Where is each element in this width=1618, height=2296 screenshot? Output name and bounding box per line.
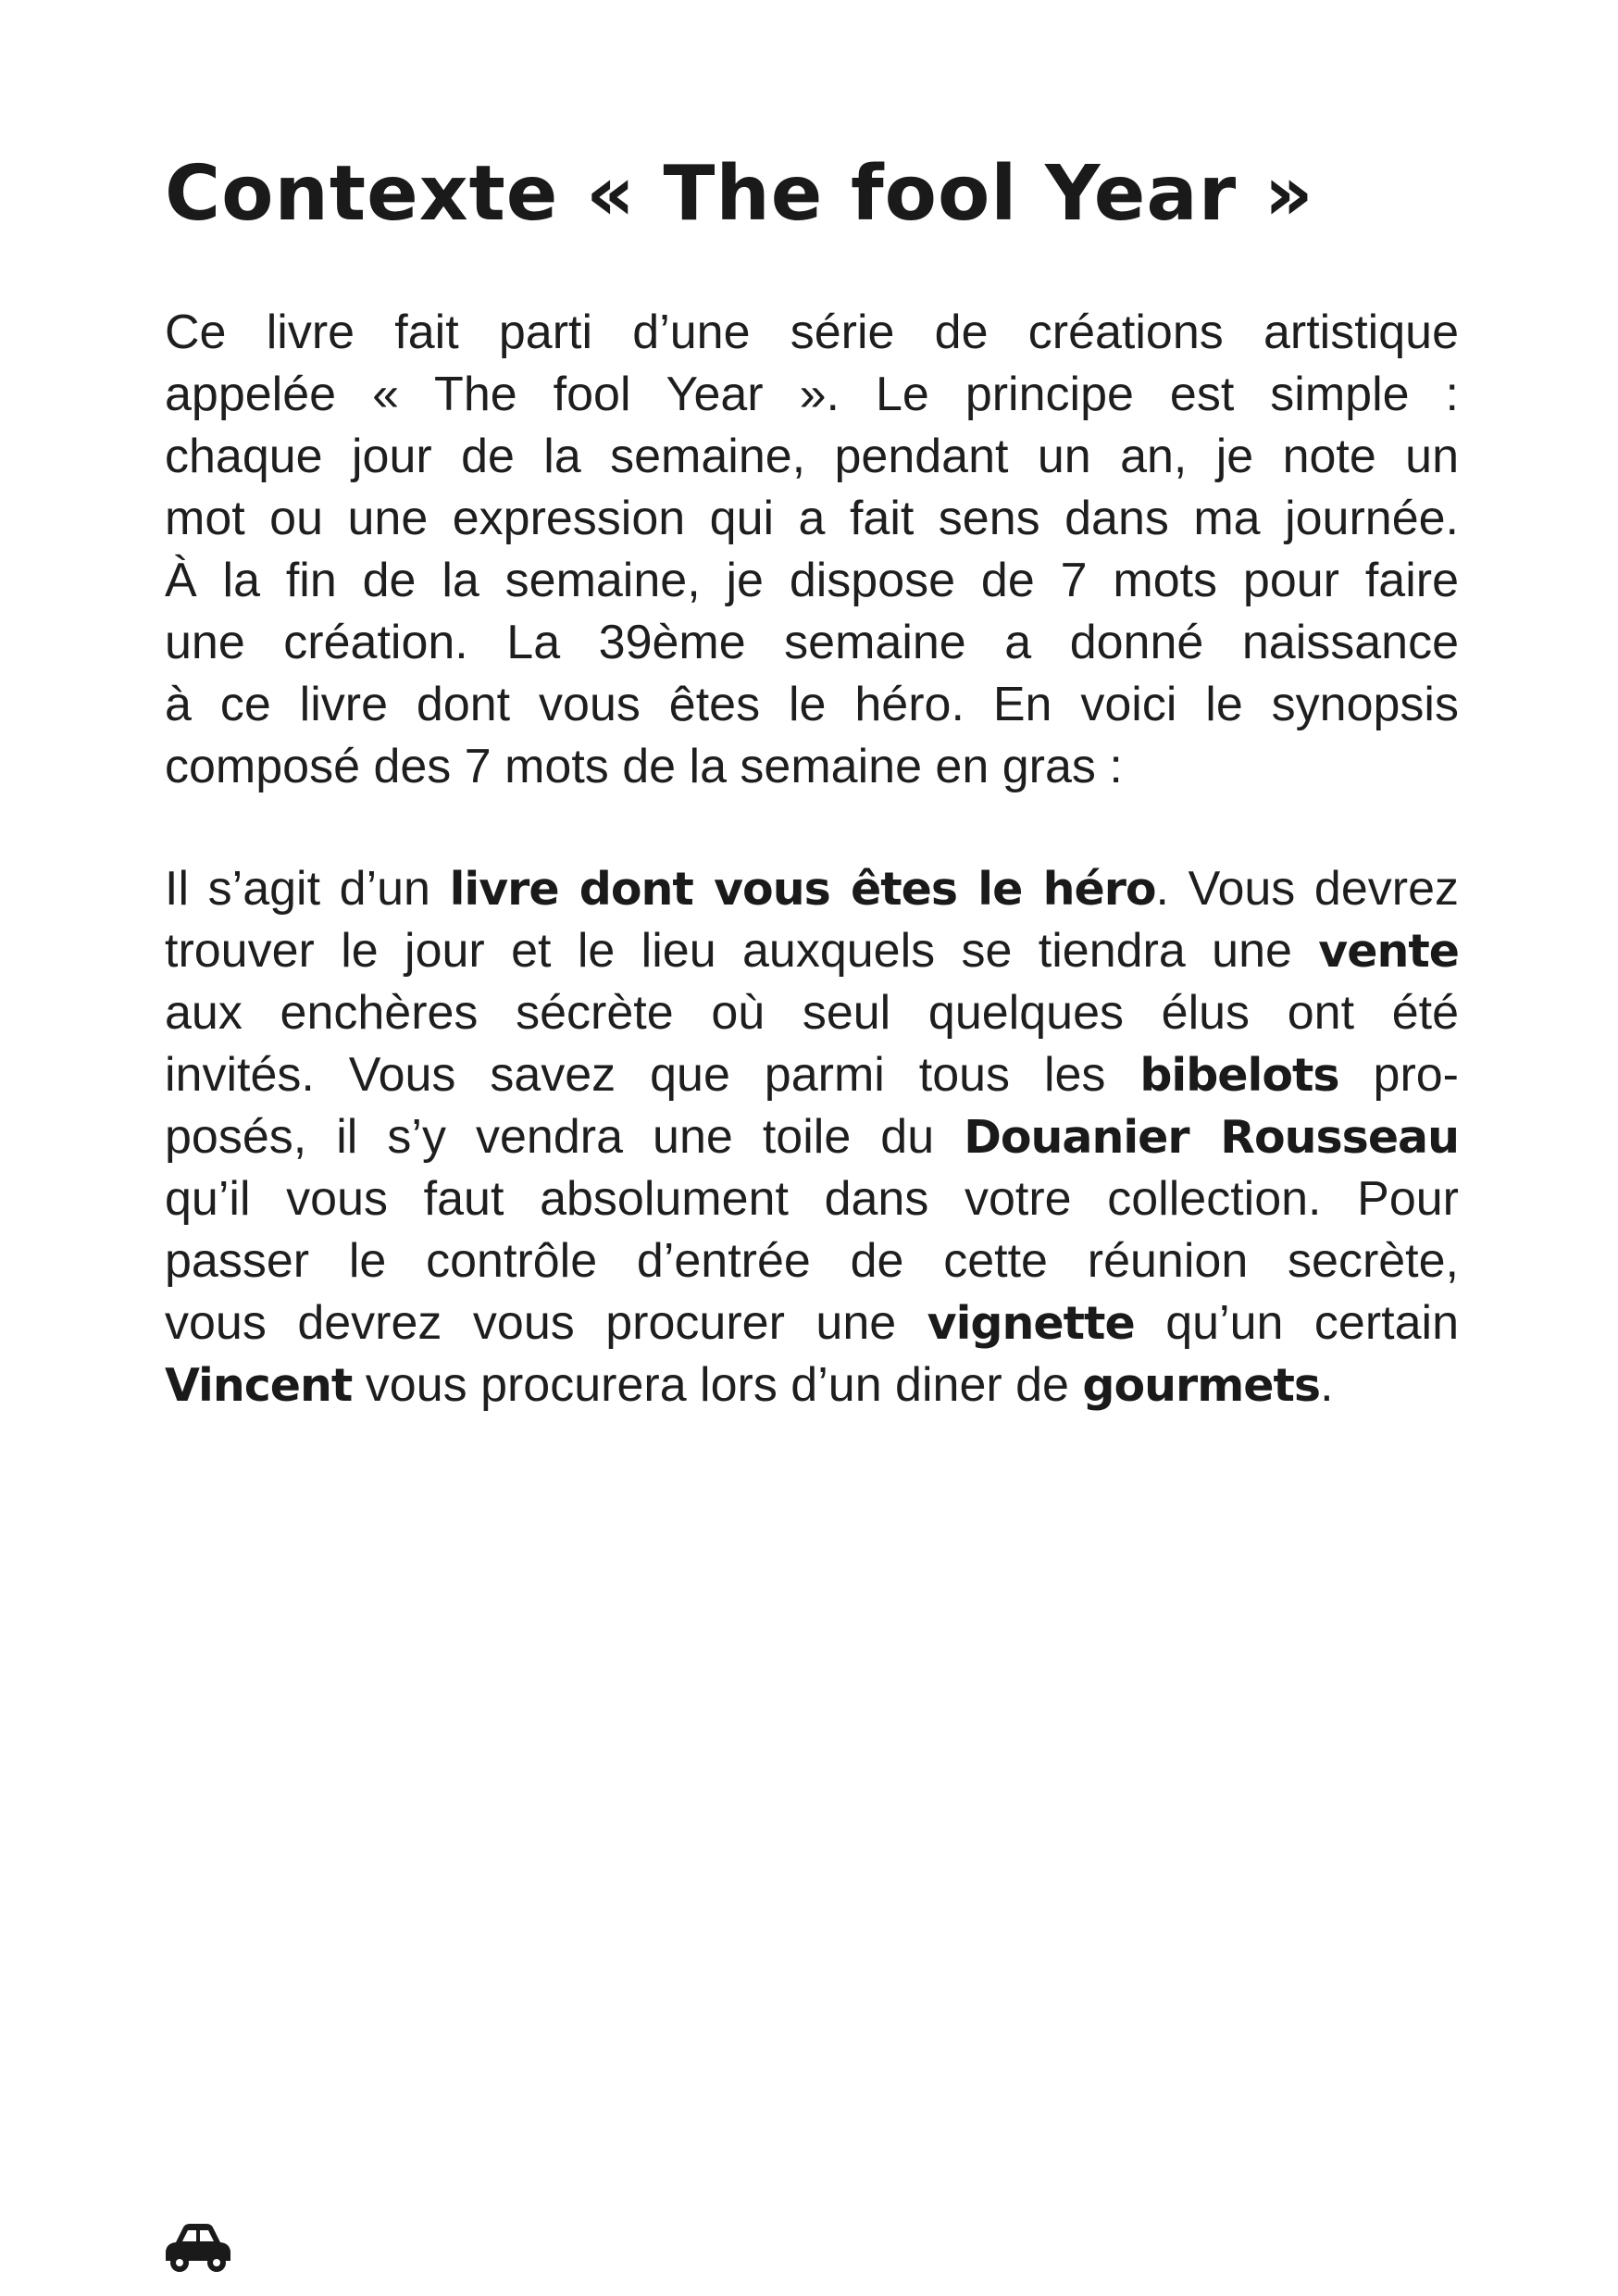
- intro-line: Ce livre fait parti d’une série de créations artistique: [165, 306, 1459, 359]
- synopsis-text: posés, il s’y vendra une toile du: [165, 1110, 965, 1164]
- synopsis-line: [165, 1292, 1459, 1354]
- synopsis-line: [165, 1354, 1459, 1416]
- synopsis-text: Il s’agit d’un: [165, 862, 450, 916]
- intro-line: composé des 7 mots de la semaine en gras :: [165, 740, 1123, 793]
- synopsis-line: [165, 858, 1459, 920]
- car-icon: [163, 2222, 233, 2274]
- synopsis-text: trouver le jour et le lieu auxquels se tiendra une: [165, 924, 1319, 978]
- synopsis-line: aux enchères sécrète où seul quelques élus ont été: [165, 986, 1459, 1040]
- keyword-vignette: vignette: [927, 1297, 1135, 1350]
- synopsis-line: [165, 1044, 1459, 1106]
- intro-line: mot ou une expression qui a fait sens dans ma journée.: [165, 492, 1459, 545]
- synopsis-line: qu’il vous faut absolument dans votre collection. Pour: [165, 1172, 1459, 1226]
- synopsis-line: [165, 1106, 1459, 1168]
- synopsis-text: qu’un certain: [1134, 1296, 1460, 1350]
- keyword-bibelots: bibelots: [1139, 1049, 1339, 1102]
- page-title: Contexte « The fool Year »: [165, 150, 1314, 238]
- synopsis-text: vous procurera lors d’un diner de: [352, 1358, 1083, 1412]
- keyword-vente: vente: [1318, 925, 1459, 978]
- keyword-gourmets: gourmets: [1082, 1359, 1321, 1412]
- intro-line: chaque jour de la semaine, pendant un an, je note un: [165, 430, 1459, 483]
- keyword-douanier-rousseau: Douanier Rousseau: [964, 1111, 1460, 1164]
- synopsis-text: vous devrez vous procurer une: [165, 1296, 927, 1350]
- intro-line: une création. La 39ème semaine a donné naissance: [165, 616, 1459, 669]
- intro-line: À la fin de la semaine, je dispose de 7 mots pour faire: [165, 554, 1459, 607]
- synopsis-text: .: [1320, 1358, 1334, 1412]
- synopsis-text: invités. Vous savez que parmi tous les: [165, 1048, 1140, 1102]
- keyword-livre-dont-vous-etes-le-hero: livre dont vous êtes le héro: [449, 863, 1156, 916]
- synopsis-text: pro-: [1338, 1048, 1459, 1102]
- keyword-vincent: Vincent: [165, 1359, 353, 1412]
- intro-line: appelée « The fool Year ». Le principe est simple :: [165, 368, 1459, 421]
- synopsis-line: [165, 920, 1459, 982]
- synopsis-text: . Vous devrez: [1155, 862, 1460, 916]
- synopsis-line: passer le contrôle d’entrée de cette réunion secrète,: [165, 1234, 1459, 1288]
- intro-line: à ce livre dont vous êtes le héro. En voici le synopsis: [165, 678, 1459, 731]
- synopsis-paragraph: [165, 858, 1459, 1416]
- intro-paragraph: [165, 302, 1459, 798]
